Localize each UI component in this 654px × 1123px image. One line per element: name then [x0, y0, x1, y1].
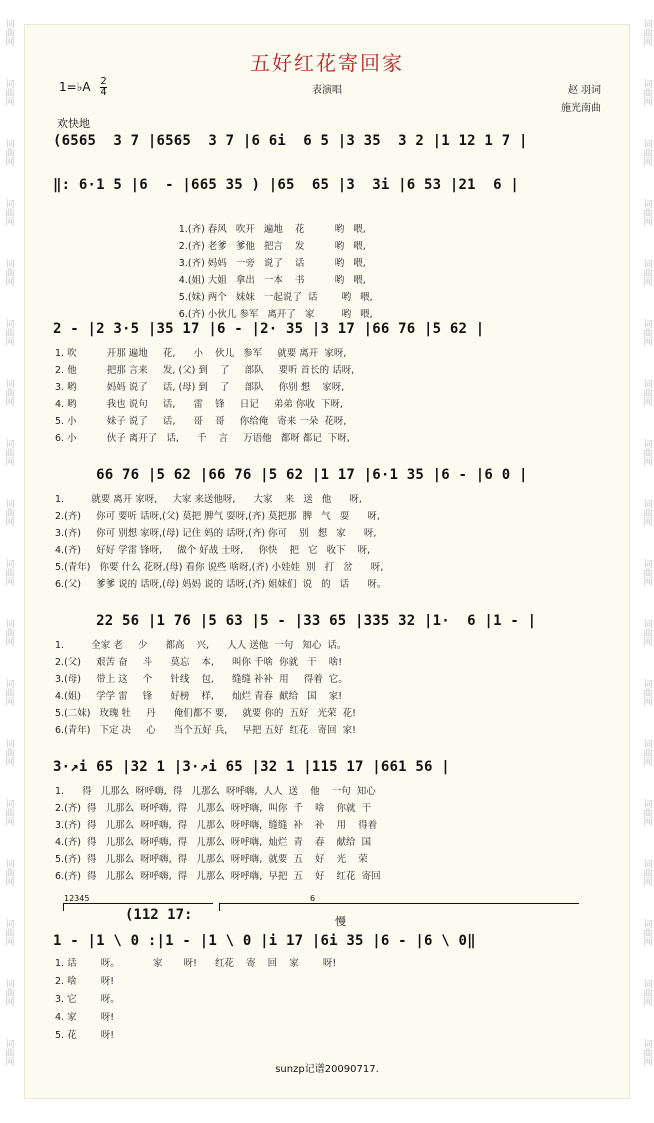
- lyric-line: 1. 得 儿那么 呀呼嗨, 得 儿那么 呀呼嗨, 人人 送 他 一句 知心: [55, 786, 376, 797]
- watermark-text: 词曲网: [3, 138, 14, 166]
- watermark-text: 词曲网: [641, 438, 652, 466]
- watermark-text: 词曲网: [3, 858, 14, 886]
- lyric-line: 1. 全家 老 少 都高 兴, 人人 送他 一句 知心 话。: [55, 640, 347, 651]
- lyric-line: 2.(齐) 你可 要听 话呀,(父) 莫把 脾气 耍呀,(齐) 莫把那 脾 气 耍 呀,: [55, 511, 380, 522]
- lyric-line: 5.(齐) 得 儿那么 呀呼嗨, 得 儿那么 呀呼嗨, 就要 五 好 光 荣: [55, 854, 368, 865]
- watermark-text: 词曲网: [641, 918, 652, 946]
- watermark-text: 词曲网: [3, 438, 14, 466]
- watermark-text: 词曲网: [3, 18, 14, 46]
- watermark-text: 词曲网: [641, 978, 652, 1006]
- lyric-line: 2.(齐) 老爹 爹他 把言 发 哟 喂,: [55, 241, 366, 252]
- lyric-line: 4.(齐) 好好 学雷 锋呀, 做个 好战 士呀, 你快 把 它 收下 呀,: [55, 545, 371, 556]
- key-note: ♭A: [76, 80, 91, 94]
- lyric-line: 1. 话 呀。 家 呀! 红花 寄 回 家 呀!: [55, 958, 337, 969]
- notation-line: 1 - |1 \ 0 :|1 - |1 \ 0 |i 17 |6i 35 |6 - |6 \ 0‖: [53, 933, 476, 949]
- watermark-text: 词曲网: [641, 558, 652, 586]
- lyric-line: 6.(齐) 小伙儿 参军 离开了 家 哟 喂,: [55, 309, 373, 320]
- lyric-line: 6.(青年) 下定 决 心 当个五好 兵, 早把 五好 红花 寄回 家!: [55, 725, 356, 736]
- watermark-text: 词曲网: [641, 18, 652, 46]
- lyric-line: 4. 家 呀!: [55, 1012, 115, 1023]
- lyric-line: 3. 哟 妈妈 说了 话, (母) 到 了 部队 你别 想 家呀,: [55, 382, 345, 393]
- watermark-right: [638, 0, 654, 1123]
- lyric-line: 5.(青年) 你要 什么 花呀,(母) 看你 说些 啥呀,(齐) 小娃娃 别 打 岔 呀,: [55, 562, 384, 573]
- watermark-text: 词曲网: [3, 258, 14, 286]
- repeat-pickup-notes: (112 17:: [125, 907, 193, 923]
- watermark-text: 词曲网: [3, 678, 14, 706]
- lyric-line: 5. 花 呀!: [55, 1030, 115, 1041]
- lyric-line: 6.(父) 爹爹 说的 话呀,(母) 妈妈 说的 话呀,(齐) 姐妹们 说 的 话 呀。: [55, 579, 387, 590]
- watermark-text: 词曲网: [641, 198, 652, 226]
- watermark-text: 词曲网: [3, 558, 14, 586]
- time-top: 2: [100, 76, 107, 87]
- watermark-text: 词曲网: [641, 258, 652, 286]
- watermark-text: 词曲网: [3, 918, 14, 946]
- transcriber-note: sunzp记谱20090717.: [275, 1064, 379, 1075]
- notation-line: 2 - |2 3·5 |35 17 |6 - |2· 35 |3 17 |66 76 |5 62 |: [53, 321, 485, 337]
- volta-second-label: 6: [310, 894, 316, 903]
- watermark-text: 词曲网: [3, 318, 14, 346]
- lyric-line: 3.(齐) 你可 别想 家呀,(母) 记住 妈的 话呀,(齐) 你可 别 想 家 呀,: [55, 528, 377, 539]
- watermark-text: 词曲网: [641, 858, 652, 886]
- lyric-line: 2. 他 把那 言来 发, (父) 到 了 部队 要听 首长的 话呀,: [55, 365, 355, 376]
- notation-line: 3·↗i 65 |32 1 |3·↗i 65 |32 1 |115 17 |661 56 |: [53, 759, 450, 775]
- lyric-line: 1. 就要 离开 家呀, 大家 来送他呀, 大家 来 送 他 呀,: [55, 494, 362, 505]
- lyric-line: 2. 啥 呀!: [55, 976, 115, 987]
- time-bottom: 4: [100, 87, 107, 98]
- performance-type: 表演唱: [312, 85, 342, 96]
- volta-first-label: 12345: [64, 894, 90, 903]
- watermark-text: 词曲网: [3, 738, 14, 766]
- tempo-marking: 欢快地: [57, 117, 90, 130]
- lyric-line: 4. 哟 我也 说句 话, 雷 锋 日记 弟弟 你收 下呀,: [55, 399, 343, 410]
- lyric-line: 4.(姐) 学学 雷 锋 好榜 样, 灿烂 青春 献给 国 家!: [55, 691, 343, 702]
- song-title: 五好红花寄回家: [250, 51, 404, 75]
- notation-line: 22 56 |1 76 |5 63 |5 - |33 65 |335 32 |1· 6 |1 - |: [53, 613, 537, 629]
- notation-line: (6565 3 7 |6565 3 7 |6 6i 6 5 |3 35 3 2 |1 12 1 7 |: [53, 133, 528, 149]
- lyric-line: 4.(姐) 大姐 拿出 一本 书 哟 喂,: [55, 275, 366, 286]
- lyric-line: 3.(齐) 得 儿那么 呀呼嗨, 得 儿那么 呀呼嗨, 缝缝 补 补 用 得着: [55, 820, 378, 831]
- watermark-text: 词曲网: [3, 198, 14, 226]
- lyric-line: 5.(二妹) 玫瑰 牡 丹 俺们都不 要, 就要 你的 五好 光荣 花!: [55, 708, 356, 719]
- watermark-text: 词曲网: [3, 378, 14, 406]
- watermark-text: 词曲网: [641, 138, 652, 166]
- watermark-text: 词曲网: [3, 798, 14, 826]
- watermark-left: [0, 0, 16, 1123]
- lyric-line: 5. 小 妹子 说了 话, 哥 哥 你给俺 寄来 一朵 花呀,: [55, 416, 347, 427]
- watermark-text: 词曲网: [3, 1038, 14, 1066]
- volta-second-ending: [219, 894, 579, 911]
- watermark-text: 词曲网: [3, 78, 14, 106]
- watermark-text: 词曲网: [641, 1038, 652, 1066]
- lyric-line: 1. 吹 开那 遍地 花, 小 伙儿 参军 就要 离开 家呀,: [55, 348, 347, 359]
- watermark-text: 词曲网: [641, 78, 652, 106]
- watermark-text: 词曲网: [641, 678, 652, 706]
- lyric-line: 6.(齐) 得 儿那么 呀呼嗨, 得 儿那么 呀呼嗨, 早把 五 好 红花 寄回: [55, 871, 381, 882]
- watermark-text: 词曲网: [3, 978, 14, 1006]
- watermark-text: 词曲网: [3, 618, 14, 646]
- key-prefix: 1=: [59, 80, 77, 94]
- lyric-line: 4.(齐) 得 儿那么 呀呼嗨, 得 儿那么 呀呼嗨, 灿烂 青 春 献给 国: [55, 837, 372, 848]
- lyric-line: 3. 它 呀。: [55, 994, 120, 1005]
- watermark-text: 词曲网: [641, 378, 652, 406]
- lyric-line: 5.(妹) 两个 妹妹 一起说了 话 哟 喂,: [55, 292, 373, 303]
- notation-line: 66 76 |5 62 |66 76 |5 62 |1 17 |6·1 35 |6 - |6 0 |: [53, 467, 528, 483]
- lyric-line: 2.(齐) 得 儿那么 呀呼嗨, 得 儿那么 呀呼嗨, 叫你 千 啥 你就 干: [55, 803, 372, 814]
- watermark-text: 词曲网: [3, 498, 14, 526]
- lyric-line: 3.(母) 带上 这 个 针线 包, 缝缝 补补 用 得着 它。: [55, 674, 348, 685]
- watermark-text: 词曲网: [641, 618, 652, 646]
- tempo-slow-marking: 慢: [335, 915, 346, 928]
- score-sheet: [24, 24, 630, 1099]
- lyric-line: 1.(齐) 春风 吹开 遍地 花 哟 喂,: [55, 224, 366, 235]
- notation-line: ‖: 6·1 5 |6 - |665 35 ) |65 65 |3 3i |6 53 |21 6 |: [53, 177, 519, 193]
- lyric-line: 6. 小 伙子 离开了 话, 千 言 万语他 都呀 都记 下呀,: [55, 433, 350, 444]
- lyric-line: 2.(父) 艰苦 奋 斗 莫忘 本, 叫你 千啥 你就 干 啥!: [55, 657, 343, 668]
- lyric-line: 3.(齐) 妈妈 一旁 说了 话 哟 喂,: [55, 258, 366, 269]
- watermark-text: 词曲网: [641, 318, 652, 346]
- watermark-text: 词曲网: [641, 498, 652, 526]
- watermark-text: 词曲网: [641, 798, 652, 826]
- lyricist-credit: 赵 羽词: [567, 85, 601, 96]
- watermark-text: 词曲网: [641, 738, 652, 766]
- composer-credit: 施光南曲: [561, 103, 601, 114]
